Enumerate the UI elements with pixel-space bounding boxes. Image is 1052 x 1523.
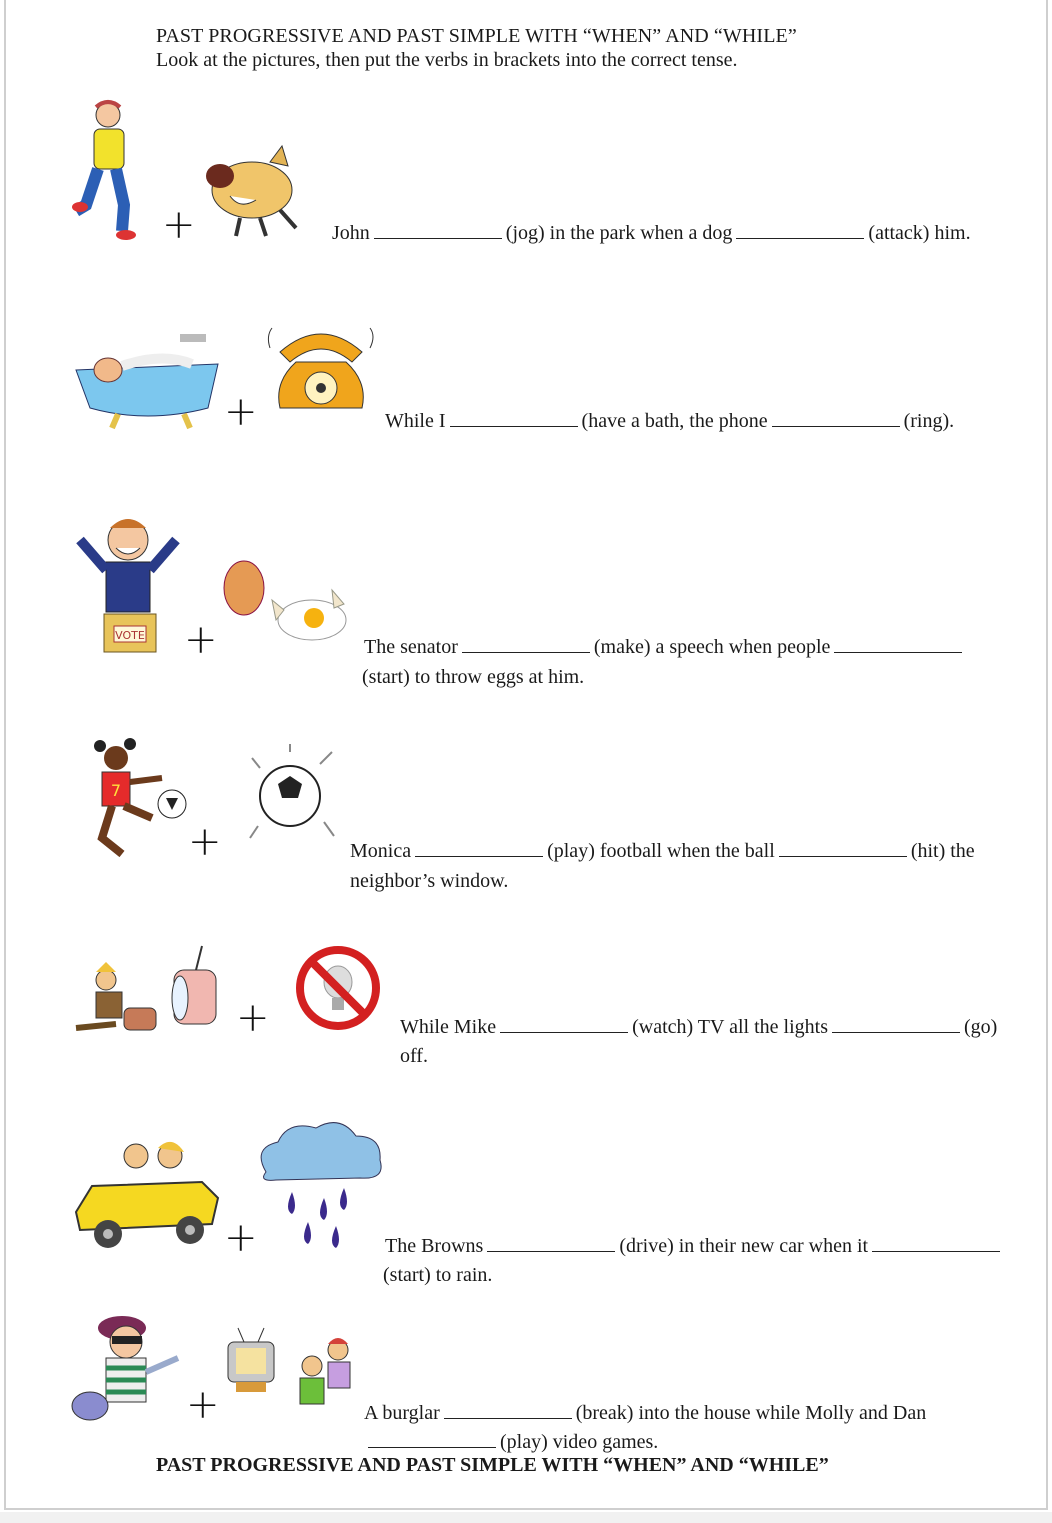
answer-blank-4b[interactable] (779, 840, 907, 857)
footer-title: PAST PROGRESSIVE AND PAST SIMPLE WITH “WHEN” AND “WHILE” (156, 1454, 829, 1476)
ball-breaking-window-illustration (250, 744, 336, 850)
sentence-6-text-b: (drive) in their new car when it (619, 1235, 869, 1257)
jogger-illustration (72, 95, 142, 243)
sentence-1-text-b: (jog) in the park when a dog (505, 222, 733, 244)
plus-sign-7: + (186, 1382, 220, 1428)
sentence-4 (350, 840, 975, 863)
plus-sign-5: + (236, 995, 270, 1041)
plus-sign-3: + (184, 617, 218, 663)
sentence-5-text-b: (watch) TV all the lights (632, 1016, 828, 1038)
plus-sign-2: + (224, 389, 258, 435)
bathtub-illustration (72, 330, 222, 430)
kids-playing-video-games-illustration (224, 1326, 354, 1420)
sentence-7-text-b: (break) into the house while Molly and Dan (575, 1402, 927, 1424)
sentence-1 (332, 222, 971, 245)
senator-illustration (72, 510, 184, 658)
sentence-4-text-b: (play) football when the ball (547, 840, 775, 862)
answer-blank-6b[interactable] (872, 1235, 1000, 1252)
answer-blank-6a[interactable] (487, 1235, 615, 1252)
plus-sign-1: + (162, 202, 196, 248)
sentence-4-continuation: neighbor’s window. (350, 870, 509, 892)
worksheet-instructions: Look at the pictures, then put the verbs in brackets into the correct tense. (156, 49, 738, 71)
sentence-1-text-a: John (332, 222, 370, 244)
sentence-5-continuation: off. (400, 1045, 428, 1067)
sentence-2-text-b: (have a bath, the phone (581, 410, 768, 432)
dog-attacking-illustration (200, 140, 304, 240)
burglar-illustration (72, 1312, 192, 1422)
sentence-7-text-a: A burglar (364, 1402, 440, 1424)
no-light-bulb-sign-illustration (294, 944, 382, 1032)
answer-blank-3b[interactable] (834, 636, 962, 653)
sentence-2-text-c: (ring). (903, 410, 955, 432)
rain-cloud-illustration (252, 1118, 386, 1258)
sentence-7 (364, 1402, 926, 1425)
sentence-6-text-a: The Browns (385, 1235, 484, 1257)
shirt-number-text: 7 (110, 781, 122, 800)
sentence-5-text-c: (go) (963, 1016, 998, 1038)
answer-blank-5a[interactable] (500, 1016, 628, 1033)
sentence-5 (400, 1016, 997, 1039)
man-watching-tv-illustration (76, 944, 222, 1034)
vote-sign-text: VOTE (115, 629, 145, 642)
answer-blank-5b[interactable] (832, 1016, 960, 1033)
answer-blank-4a[interactable] (415, 840, 543, 857)
sentence-3 (364, 636, 966, 659)
plus-sign-4: + (188, 819, 222, 865)
couple-in-car-illustration (72, 1134, 222, 1254)
sentence-2-text-a: While I (385, 410, 446, 432)
worksheet-title: PAST PROGRESSIVE AND PAST SIMPLE WITH “WHEN” AND “WHILE” (156, 25, 797, 47)
answer-blank-2a[interactable] (450, 410, 578, 427)
sentence-7-continuation (364, 1431, 658, 1454)
answer-blank-7b[interactable] (368, 1431, 496, 1448)
sentence-2 (385, 410, 954, 433)
sentence-3-text-b: (make) a speech when people (593, 636, 831, 658)
broken-eggs-illustration (222, 560, 352, 656)
page-bottom-strip (0, 1512, 1052, 1523)
sentence-6 (385, 1235, 1004, 1258)
answer-blank-1a[interactable] (374, 222, 502, 239)
plus-sign-6: + (224, 1215, 258, 1261)
ringing-phone-illustration (266, 322, 376, 430)
sentence-5-text-a: While Mike (400, 1016, 497, 1038)
sentence-3-text-a: The senator (364, 636, 458, 658)
answer-blank-1b[interactable] (736, 222, 864, 239)
sentence-1-text-c: (attack) him. (868, 222, 971, 244)
sentence-3-continuation: (start) to throw eggs at him. (362, 666, 585, 688)
answer-blank-3a[interactable] (462, 636, 590, 653)
answer-blank-2b[interactable] (772, 410, 900, 427)
answer-blank-7a[interactable] (444, 1402, 572, 1419)
sentence-6-continuation: (start) to rain. (383, 1264, 493, 1286)
sentence-4-text-c: (hit) the (910, 840, 975, 862)
sentence-7-text-d: (play) video games. (500, 1431, 659, 1453)
sentence-4-text-a: Monica (350, 840, 412, 862)
football-girl-illustration (72, 738, 192, 860)
